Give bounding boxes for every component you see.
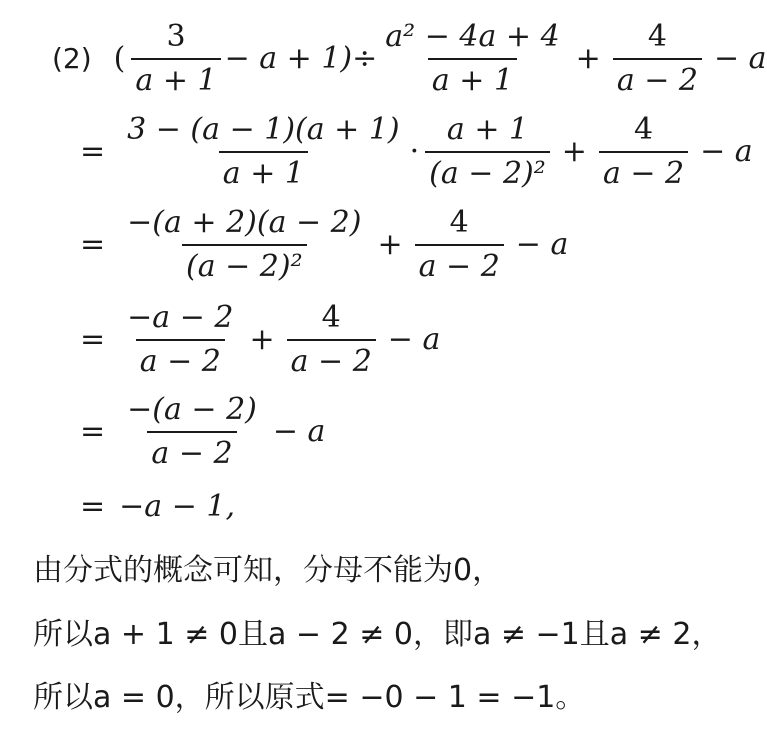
dot-operator: · [409,134,420,169]
equation-line-2 [80,112,753,191]
fraction-numerator: −(a − 2) [127,392,257,427]
open-paren: ( [113,41,126,76]
expression-tail: − a [714,41,767,76]
fraction-2 [287,300,376,379]
equals-sign: = [80,227,106,262]
fraction-numerator: 4 [449,205,469,240]
plus-sign: + [249,322,275,357]
expression-tail: − a [387,322,441,357]
fraction-denominator: a + 1 [131,58,220,96]
explanation-line-3: 所以a = 0，所以原式= −0 − 1 = −1。 [33,680,586,715]
expression-tail: − a [700,134,753,169]
fraction-2 [415,205,504,284]
fraction-denominator: a − 2 [136,339,225,377]
explanation-line-1: 由分式的概念可知，分母不能为0， [33,553,503,588]
fraction-denominator: a − 2 [415,244,504,282]
explanation-line-2: 所以a + 1 ≠ 0且a − 2 ≠ 0，即a ≠ −1且a ≠ 2， [33,617,722,652]
fraction-numerator: 4 [321,300,341,335]
fraction-2 [425,112,550,191]
fraction-1 [131,19,220,98]
expression-middle: − a + 1)÷ [224,41,378,76]
equals-sign: = [80,322,106,357]
fraction-numerator: a + 1 [446,112,529,147]
fraction-numerator: −a − 2 [127,300,234,335]
fraction-1 [123,300,237,379]
fraction-2 [381,19,563,98]
expression-tail: − a [515,227,569,262]
expression-tail: − a [272,414,326,449]
fraction-denominator: a + 1 [219,151,308,189]
fraction-1 [123,392,261,471]
plus-sign: + [575,41,601,76]
fraction-numerator: a² − 4a + 4 [385,19,560,54]
fraction-denominator: a − 2 [599,151,688,189]
equation-line-5 [80,392,326,471]
fraction-denominator: a − 2 [147,431,236,469]
fraction-denominator: (a − 2)² [425,151,550,189]
equation-line-4 [80,300,441,379]
fraction-numerator: 4 [647,19,667,54]
equals-sign: = [80,489,106,524]
plus-sign: + [377,227,403,262]
fraction-numerator: 3 − (a − 1)(a + 1) [127,112,400,147]
equation-line-6 [80,489,235,524]
fraction-1 [123,205,365,284]
fraction-denominator: (a − 2)² [182,244,307,282]
fraction-numerator: −(a + 2)(a − 2) [127,205,362,240]
equals-sign: = [80,134,106,169]
plus-sign: + [561,134,587,169]
fraction-numerator: 3 [166,19,186,54]
fraction-3 [599,112,688,191]
final-expression: −a − 1, [119,489,235,524]
fraction-denominator: a − 2 [287,339,376,377]
equals-sign: = [80,414,106,449]
fraction-1 [123,112,403,191]
equation-line-3 [80,205,569,284]
fraction-3 [613,19,702,98]
fraction-denominator: a + 1 [428,58,517,96]
fraction-denominator: a − 2 [613,58,702,96]
equation-line-1 [52,19,767,98]
problem-label: (2) [52,42,92,75]
fraction-numerator: 4 [633,112,654,147]
